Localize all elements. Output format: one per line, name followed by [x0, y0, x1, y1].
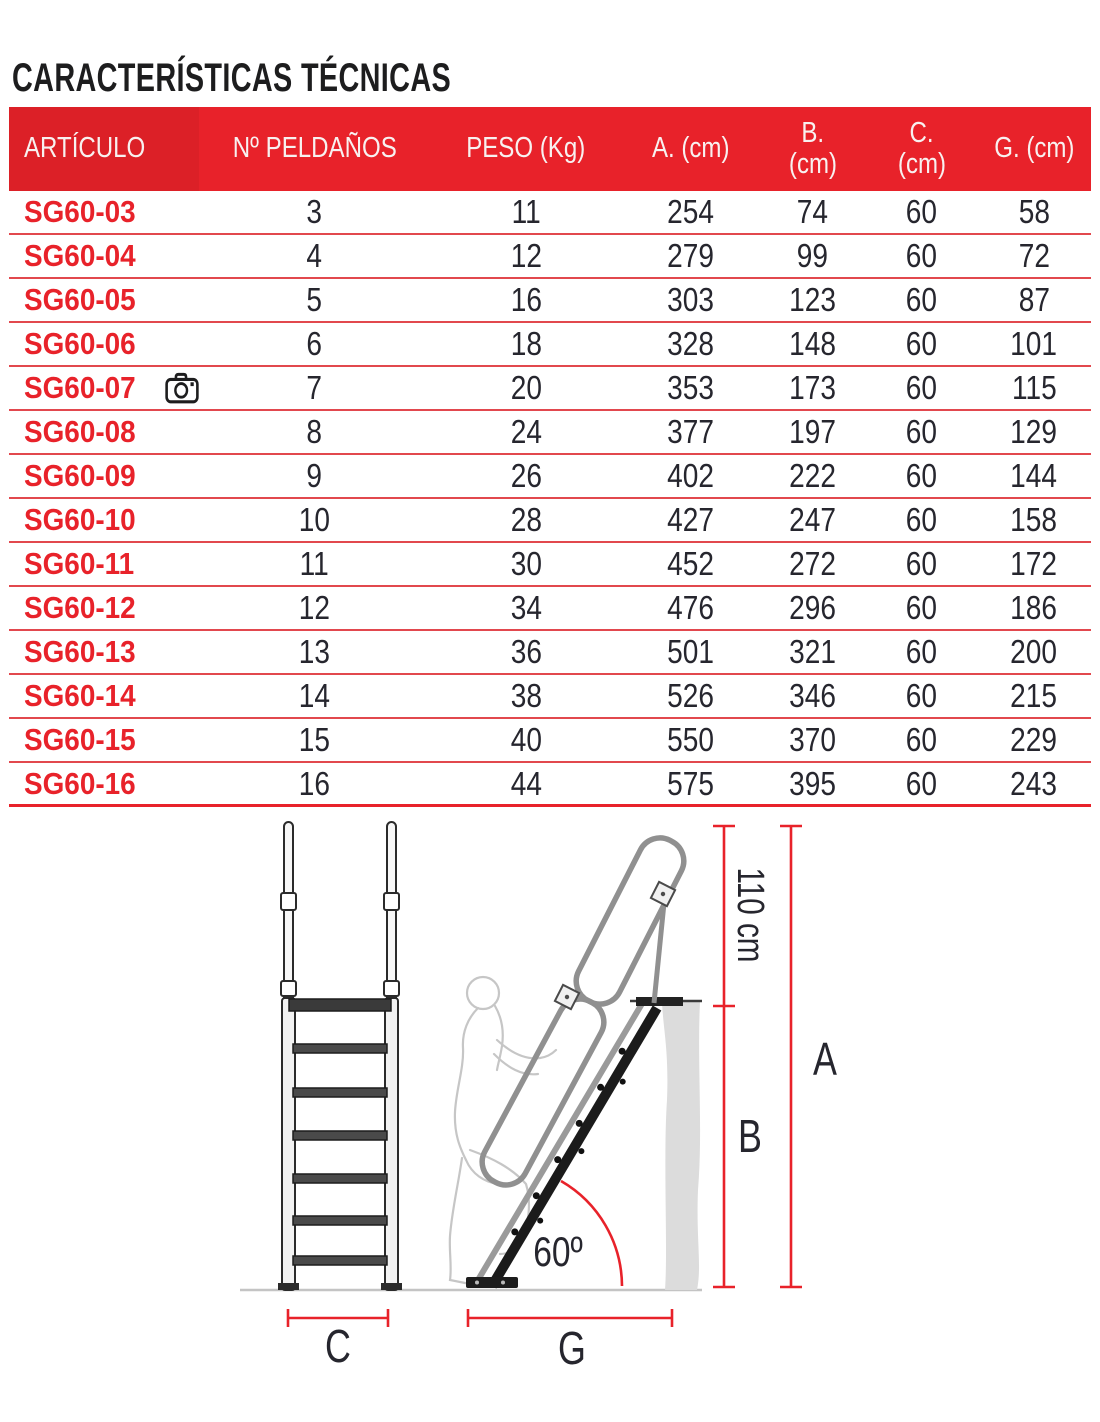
cell-g: 101: [1010, 325, 1058, 362]
table-row: [9, 191, 1091, 235]
cell-b: 370: [789, 721, 836, 758]
cell-peldanos: 10: [298, 501, 331, 538]
cell-articulo: SG60-03: [24, 194, 136, 229]
cell-c: 60: [905, 721, 938, 758]
cell-a: 254: [667, 193, 714, 230]
header-articulo: ARTÍCULO: [9, 107, 199, 191]
table-header-row: [9, 107, 1091, 191]
cell-articulo: SG60-07: [9, 367, 199, 409]
cell-c: 60: [905, 413, 938, 450]
technical-diagram: [0, 806, 1100, 1422]
cell-a: 575: [667, 764, 714, 802]
header-peldanos: Nº PELDAÑOS: [232, 132, 397, 165]
cell-a: 402: [667, 457, 714, 494]
cell-articulo: SG60-10: [24, 502, 136, 537]
front-view-ladder: [278, 822, 402, 1290]
label-a: A: [813, 1033, 837, 1086]
cell-peldanos: 16: [298, 764, 331, 802]
cell-b: 99: [796, 237, 829, 274]
cell-articulo: SG60-11: [24, 546, 135, 581]
cell-articulo: SG60-08: [24, 414, 136, 449]
cell-peso: 26: [510, 457, 542, 494]
cell-articulo: SG60-16: [24, 765, 136, 801]
cell-b: 321: [789, 633, 836, 670]
header-peso: PESO (Kg): [466, 132, 586, 165]
cell-b: 395: [789, 764, 836, 802]
cell-peldanos: 12: [298, 589, 331, 626]
cell-a: 303: [667, 281, 714, 318]
cell-peldanos: 8: [306, 413, 323, 450]
cell-c: 60: [905, 764, 938, 802]
cell-g: 87: [1018, 281, 1050, 318]
cell-c: 60: [905, 589, 938, 626]
cell-a: 279: [667, 237, 714, 274]
cell-a: 427: [667, 501, 714, 538]
table-row: [9, 631, 1091, 675]
upper-handrail: [555, 830, 691, 1011]
cell-c: 60: [905, 369, 938, 406]
ladder-base-plate: [466, 1277, 518, 1288]
table-row: [9, 411, 1091, 455]
cell-articulo: SG60-09: [24, 458, 136, 493]
cell-peldanos: 5: [306, 281, 323, 318]
cell-a: 452: [667, 545, 714, 582]
cell-peldanos: 7: [306, 369, 323, 406]
cell-peldanos: 6: [306, 325, 323, 362]
cell-b: 222: [789, 457, 836, 494]
header-a: A. (cm): [651, 132, 730, 165]
label-c: C: [325, 1320, 351, 1373]
table-row: [9, 587, 1091, 631]
label-b: B: [738, 1110, 762, 1163]
label-g: G: [558, 1322, 586, 1375]
spec-table: [9, 107, 1091, 807]
cell-peso: 28: [510, 501, 542, 538]
cell-b: 197: [789, 413, 836, 450]
header-g: G. (cm): [993, 132, 1075, 165]
front-ladder-rungs: [289, 999, 391, 1265]
wall: [662, 1002, 700, 1290]
ladder-diagram-svg: [0, 806, 1100, 1422]
cell-a: 501: [667, 633, 714, 670]
cell-peso: 44: [510, 764, 542, 802]
cell-c: 60: [905, 501, 938, 538]
header-b: B. (cm): [788, 116, 837, 180]
cell-peldanos: 4: [306, 237, 323, 274]
cell-articulo: SG60-15: [24, 722, 136, 757]
cell-peldanos: 13: [298, 633, 331, 670]
cell-g: 144: [1010, 457, 1058, 494]
cell-g: 72: [1018, 237, 1050, 274]
label-110cm: 110 cm: [729, 867, 772, 963]
cell-a: 526: [667, 677, 714, 714]
table-row: [9, 543, 1091, 587]
cell-c: 60: [905, 633, 938, 670]
cell-peldanos: 9: [306, 457, 323, 494]
cell-a: 476: [667, 589, 714, 626]
cell-g: 58: [1018, 193, 1050, 230]
cell-a: 328: [667, 325, 714, 362]
table-row: [9, 675, 1091, 719]
cell-peso: 11: [511, 193, 541, 230]
cell-peso: 40: [510, 721, 542, 758]
cell-g: 215: [1010, 677, 1058, 714]
cell-b: 173: [789, 369, 836, 406]
table-row: [9, 235, 1091, 279]
cell-c: 60: [905, 325, 938, 362]
cell-articulo: SG60-06: [24, 326, 136, 361]
table-row: [9, 719, 1091, 763]
cell-peso: 36: [510, 633, 542, 670]
cell-peso: 34: [510, 589, 542, 626]
cell-g: 158: [1010, 501, 1058, 538]
cell-peso: 20: [510, 369, 542, 406]
cell-b: 74: [796, 193, 829, 230]
cell-c: 60: [905, 677, 938, 714]
cell-articulo: SG60-13: [24, 634, 136, 669]
cell-b: 346: [789, 677, 836, 714]
cell-articulo: SG60-04: [24, 238, 136, 273]
camera-icon[interactable]: [165, 372, 199, 404]
cell-peso: 38: [510, 677, 542, 714]
cell-peso: 30: [510, 545, 542, 582]
cell-peso: 12: [510, 237, 542, 274]
cell-articulo: SG60-12: [24, 590, 136, 625]
cell-g: 243: [1010, 764, 1058, 802]
cell-g: 229: [1010, 721, 1058, 758]
cell-peso: 24: [510, 413, 542, 450]
cell-c: 60: [905, 545, 938, 582]
table-row: [9, 499, 1091, 543]
cell-peldanos: 3: [306, 193, 323, 230]
cell-b: 247: [789, 501, 836, 538]
cell-peso: 16: [510, 281, 542, 318]
table-row: [9, 455, 1091, 499]
cell-g: 186: [1010, 589, 1058, 626]
cell-g: 200: [1010, 633, 1058, 670]
cell-c: 60: [905, 281, 938, 318]
cell-g: 172: [1010, 545, 1058, 582]
cell-a: 377: [667, 413, 714, 450]
cell-b: 123: [789, 281, 836, 318]
table-body: [9, 191, 1091, 807]
cell-c: 60: [905, 457, 938, 494]
cell-b: 148: [789, 325, 836, 362]
cell-g: 129: [1010, 413, 1058, 450]
cell-b: 296: [789, 589, 836, 626]
page-title: CARACTERÍSTICAS TÉCNICAS: [12, 56, 452, 100]
cell-articulo: SG60-05: [24, 282, 136, 317]
cell-peldanos: 15: [298, 721, 331, 758]
ladder-top-plate: [636, 997, 683, 1006]
cell-peso: 18: [510, 325, 542, 362]
cell-articulo: SG60-14: [24, 678, 136, 713]
table-row: [9, 279, 1091, 323]
cell-b: 272: [789, 545, 836, 582]
label-angle: 60º: [533, 1229, 583, 1276]
cell-a: 550: [667, 721, 714, 758]
cell-a: 353: [667, 369, 714, 406]
table-row: [9, 323, 1091, 367]
cell-peldanos: 14: [298, 677, 331, 714]
table-row: [9, 367, 1091, 411]
cell-peldanos: 11: [299, 545, 330, 582]
cell-g: 115: [1011, 369, 1057, 406]
table-row: [9, 763, 1091, 807]
cell-c: 60: [905, 193, 938, 230]
header-c: C. (cm): [897, 116, 946, 180]
cell-c: 60: [905, 237, 938, 274]
